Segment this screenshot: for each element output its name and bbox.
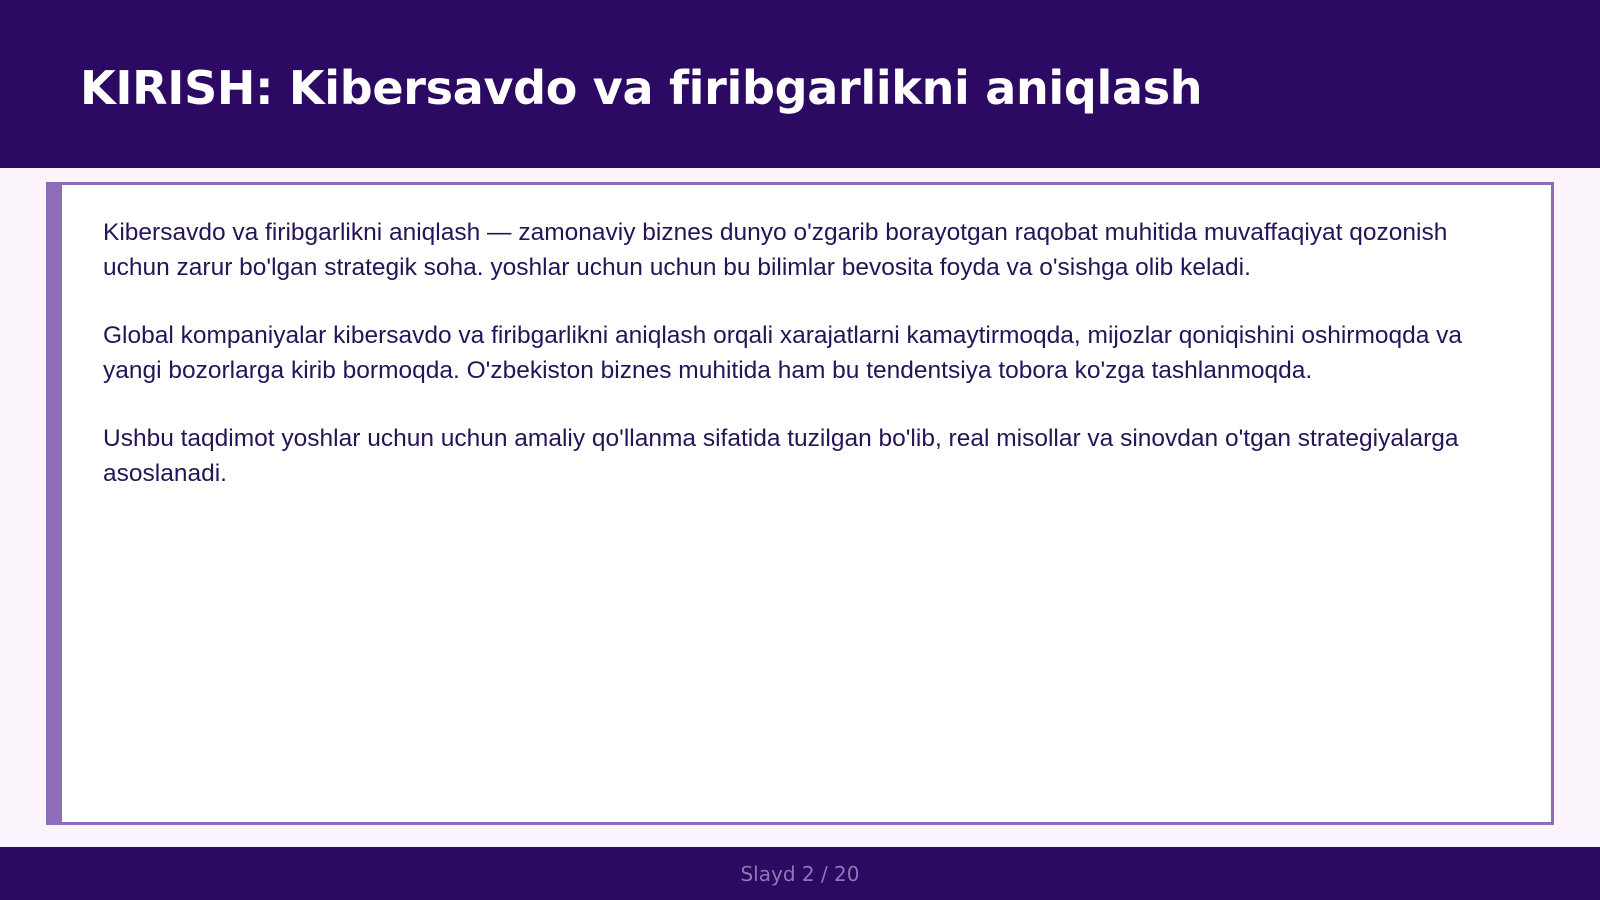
slide-header [0,0,1600,168]
intro-paragraph-3: Ushbu taqdimot yoshlar uchun uchun amaliy qo'llanma sifatida tuzilgan bo'lib, real misollar va sinovdan o'tgan strategiyalarga asoslanadi. [103,425,1459,487]
slide-counter: Slayd 2 / 20 [740,862,860,886]
slide-footer [0,847,1600,900]
slide-title: KIRISH: Kibersavdo va firibgarlikni aniqlash [80,61,1203,115]
intro-paragraph-1: Kibersavdo va firibgarlikni aniqlash — zamonaviy biznes dunyo o'zgarib borayotgan raqobat muhitida muvaffaqiyat qozonish uchun zarur bo'lgan strategik soha. yoshlar uchun uchun bu bilimlar bevosita foyda va o'sishga olib keladi. [103,219,1448,281]
intro-paragraph-2: Global kompaniyalar kibersavdo va firibgarlikni aniqlash orqali xarajatlarni kamaytirmoqda, mijozlar qoniqishini oshirmoqda va yangi bozorlarga kirib bormoqda. O'zbekiston biznes muhitida ham bu tendentsiya tobora ko'zga tashlanmoqda. [103,322,1463,384]
intro-text-block [103,216,1503,525]
content-card [46,182,1554,825]
